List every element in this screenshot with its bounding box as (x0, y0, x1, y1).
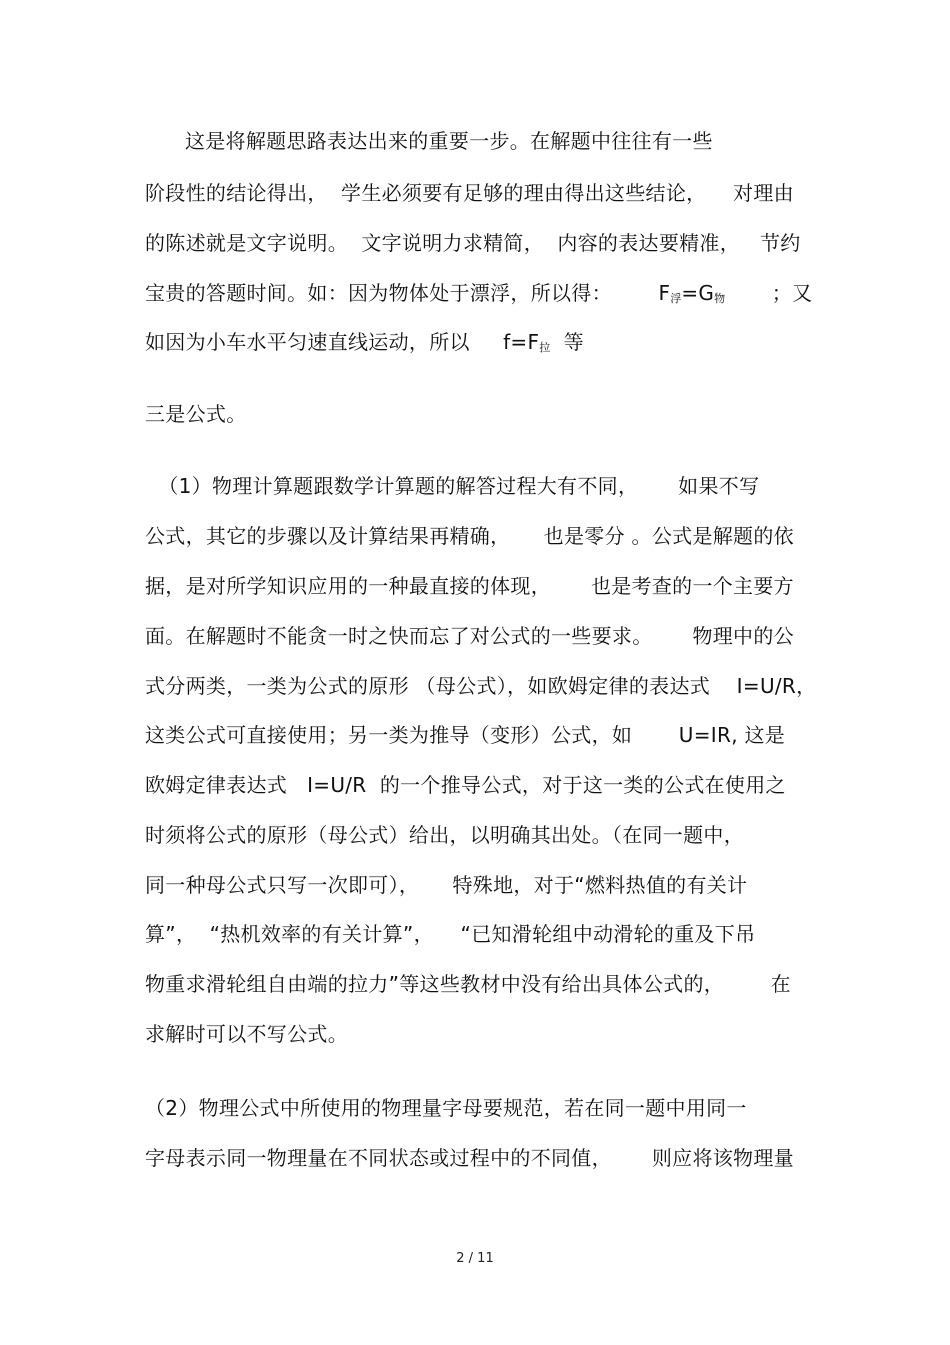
text-line: 同一种母公式只写一次即可）， 特殊地，对于“燃料热值的有关计 (145, 873, 748, 897)
text-line: 式分两类，一类为公式的原形 （母公式），如欧姆定律的表达式 I=U/R， (145, 674, 817, 698)
text-line: 的陈述就是文字说明。 文字说明力求精简， 内容的表达要精准， 节约 (145, 231, 801, 255)
subscript: 浮 (670, 292, 682, 305)
subscript: 拉 (539, 341, 551, 354)
section-heading: 三是公式。 (145, 402, 247, 426)
text-line: （1）物理计算题跟数学计算题的解答过程大有不同， 如果不写 (145, 474, 760, 498)
text-line: 阶段性的结论得出， 学生必须要有足够的理由得出这些结论， 对理由 (145, 181, 794, 205)
text-line: 算”， “热机效率的有关计算”， “已知滑轮组中动滑轮的重及下吊 (145, 922, 756, 946)
text-line-formula (145, 329, 584, 361)
text-segment: 等 (550, 330, 584, 354)
text-line: 这类公式可直接使用；另一类为推导（变形）公式，如 U=IR, 这是 (145, 723, 786, 747)
text-line: 物重求滑轮组自由端的拉力”等这些教材中没有给出具体公式的， 在 (145, 972, 791, 996)
text-segment: 如因为小车水平匀速直线运动，所以 f=F (145, 330, 540, 354)
text-line: 求解时可以不写公式。 (145, 1022, 348, 1046)
text-line: 字母表示同一物理量在不同状态或过程中的不同值， 则应将该物理量 (145, 1146, 794, 1170)
text-segment: =G (681, 281, 715, 305)
text-line: 据，是对所学知识应用的一种最直接的体现， 也是考查的一个主要方 (145, 574, 794, 598)
text-line-formula (145, 280, 812, 312)
text-line: 面。在解题时不能贪一时之快而忘了对公式的一些要求。 物理中的公 (145, 624, 794, 648)
text-line: 时须将公式的原形（母公式）给出，以明确其出处。（在同一题中， (145, 823, 744, 847)
text-line: 欧姆定律表达式 I=U/R 的一个推导公式，对于这一类的公式在使用之 (145, 773, 786, 797)
text-line: 公式，其它的步骤以及计算结果再精确， 也是零分 。公式是解题的依 (145, 524, 794, 548)
subscript: 物 (714, 292, 726, 305)
page-number: 2 / 11 (456, 1251, 494, 1266)
text-line: 这是将解题思路表达出来的重要一步。在解题中往往有一些 (145, 129, 713, 153)
text-segment: 宝贵的答题时间。如：因为物体处于漂浮，所以得： F (145, 281, 671, 305)
text-segment: ；又 (725, 281, 813, 305)
text-line: （2）物理公式中所使用的物理量字母要规范，若在同一题中用同一 (145, 1096, 747, 1120)
